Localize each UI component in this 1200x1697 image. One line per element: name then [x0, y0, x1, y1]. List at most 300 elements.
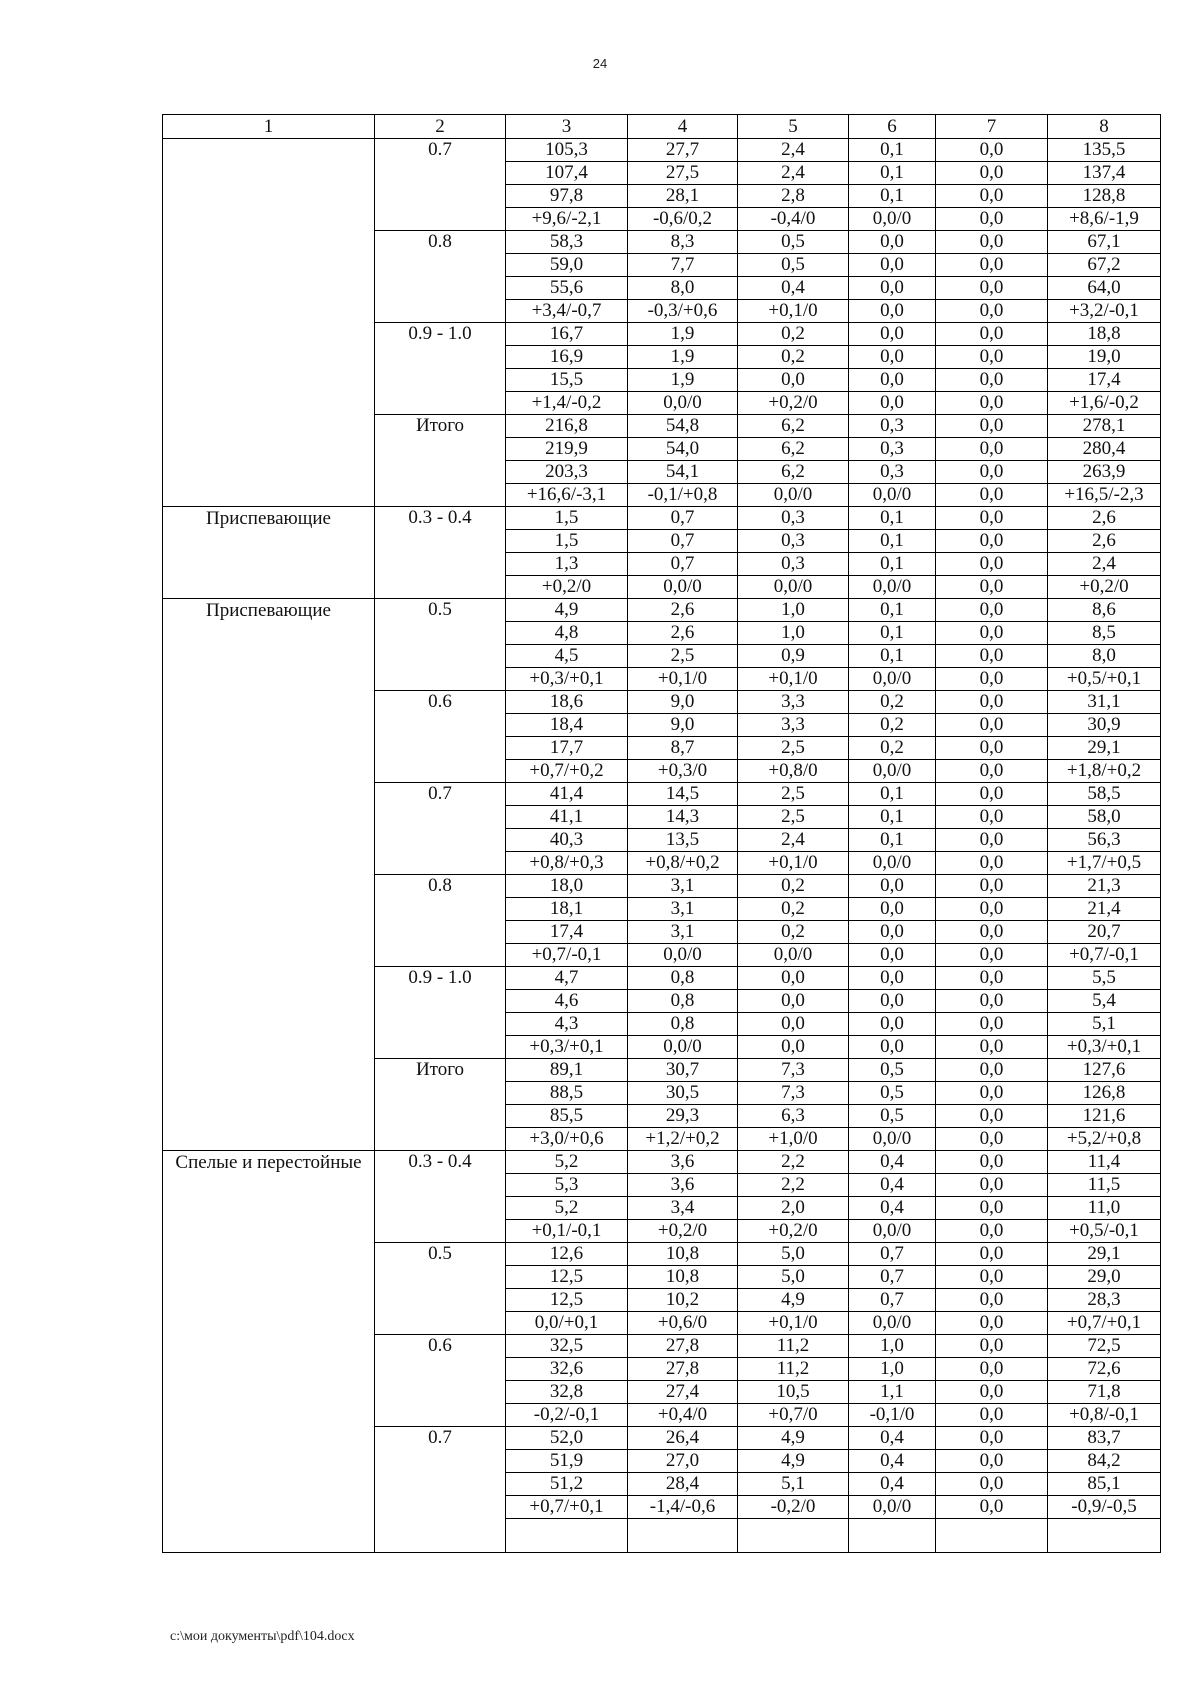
category-cell [163, 139, 375, 507]
value-cell: 0,0 [936, 277, 1048, 300]
value-cell: 5,4 [1048, 990, 1161, 1013]
value-cell: 0,3 [738, 553, 849, 576]
value-cell: 0,0 [936, 484, 1048, 507]
value-cell: 0,2 [738, 921, 849, 944]
value-cell: 0,0 [936, 829, 1048, 852]
value-cell: 29,3 [628, 1105, 738, 1128]
value-cell: +1,4/-0,2 [506, 392, 628, 415]
value-cell: 0,0 [936, 1174, 1048, 1197]
value-cell: 19,0 [1048, 346, 1161, 369]
value-cell: 58,0 [1048, 806, 1161, 829]
value-cell: 3,1 [628, 875, 738, 898]
value-cell: 30,7 [628, 1059, 738, 1082]
value-cell: 0,1 [849, 553, 936, 576]
table-row [163, 507, 1161, 530]
value-cell: 0,0 [936, 1059, 1048, 1082]
value-cell: 216,8 [506, 415, 628, 438]
value-cell: 0,0 [936, 622, 1048, 645]
density-cell: Итого [375, 415, 506, 507]
value-cell: 135,5 [1048, 139, 1161, 162]
value-cell: 0,3 [849, 438, 936, 461]
value-cell: 0,0 [936, 599, 1048, 622]
value-cell: 5,2 [506, 1151, 628, 1174]
value-cell: 0,1 [849, 783, 936, 806]
table-body [163, 139, 1161, 1553]
value-cell: 51,9 [506, 1450, 628, 1473]
value-cell: 0,0 [849, 392, 936, 415]
value-cell: 72,6 [1048, 1358, 1161, 1381]
value-cell: 0,0 [849, 967, 936, 990]
value-cell: 28,3 [1048, 1289, 1161, 1312]
value-cell: 0,0/0 [849, 1220, 936, 1243]
value-cell: 20,7 [1048, 921, 1161, 944]
value-cell: 18,6 [506, 691, 628, 714]
value-cell: 72,5 [1048, 1335, 1161, 1358]
value-cell: 0,7 [849, 1289, 936, 1312]
value-cell: 0,0 [936, 875, 1048, 898]
value-cell: 0,0/0 [849, 208, 936, 231]
value-cell: 0,0 [849, 1036, 936, 1059]
value-cell: +0,2/0 [1048, 576, 1161, 599]
value-cell: 2,6 [628, 599, 738, 622]
value-cell: -0,6/0,2 [628, 208, 738, 231]
value-cell: 58,5 [1048, 783, 1161, 806]
value-cell: 17,7 [506, 737, 628, 760]
value-cell: 0,3 [738, 530, 849, 553]
value-cell [1048, 1519, 1161, 1553]
value-cell: +0,2/0 [506, 576, 628, 599]
value-cell: 4,5 [506, 645, 628, 668]
value-cell: 2,5 [738, 737, 849, 760]
value-cell: 5,5 [1048, 967, 1161, 990]
value-cell: 1,9 [628, 346, 738, 369]
value-cell: 1,3 [506, 553, 628, 576]
value-cell: 4,9 [738, 1289, 849, 1312]
value-cell: 2,5 [738, 783, 849, 806]
value-cell: 5,0 [738, 1266, 849, 1289]
density-cell: 0.5 [375, 1243, 506, 1335]
value-cell: 28,1 [628, 185, 738, 208]
value-cell: 97,8 [506, 185, 628, 208]
value-cell: -0,2/0 [738, 1496, 849, 1519]
value-cell: 21,3 [1048, 875, 1161, 898]
forest-stock-table [162, 114, 1161, 1553]
value-cell: 0,5 [738, 231, 849, 254]
density-cell: 0.8 [375, 875, 506, 967]
value-cell: 0,0 [849, 944, 936, 967]
value-cell: 0,2 [849, 737, 936, 760]
value-cell: 2,8 [738, 185, 849, 208]
value-cell: 0,0 [936, 507, 1048, 530]
value-cell: 278,1 [1048, 415, 1161, 438]
value-cell: 0,7 [628, 530, 738, 553]
value-cell: 10,8 [628, 1266, 738, 1289]
value-cell: 3,4 [628, 1197, 738, 1220]
column-header: 6 [849, 115, 936, 139]
value-cell: 0,0/0 [738, 576, 849, 599]
value-cell: 6,2 [738, 415, 849, 438]
value-cell: 89,1 [506, 1059, 628, 1082]
value-cell: +0,6/0 [628, 1312, 738, 1335]
value-cell: 0,7 [628, 553, 738, 576]
value-cell: 0,0 [936, 645, 1048, 668]
value-cell: 0,0 [738, 990, 849, 1013]
value-cell: 54,1 [628, 461, 738, 484]
value-cell: 0,0/0 [849, 576, 936, 599]
value-cell: 0,0 [936, 254, 1048, 277]
value-cell: 41,4 [506, 783, 628, 806]
value-cell: 30,9 [1048, 714, 1161, 737]
value-cell: 126,8 [1048, 1082, 1161, 1105]
value-cell: 27,7 [628, 139, 738, 162]
value-cell: 83,7 [1048, 1427, 1161, 1450]
value-cell: +1,7/+0,5 [1048, 852, 1161, 875]
value-cell: 6,3 [738, 1105, 849, 1128]
value-cell: 0,4 [849, 1473, 936, 1496]
value-cell: 26,4 [628, 1427, 738, 1450]
value-cell: +0,7/+0,2 [506, 760, 628, 783]
value-cell: 0,0 [936, 1220, 1048, 1243]
value-cell: 31,1 [1048, 691, 1161, 714]
value-cell: 0,5 [738, 254, 849, 277]
value-cell: 0,0 [936, 760, 1048, 783]
value-cell: 0,7 [628, 507, 738, 530]
value-cell: 3,3 [738, 714, 849, 737]
value-cell: +0,1/-0,1 [506, 1220, 628, 1243]
value-cell: 0,0 [936, 921, 1048, 944]
value-cell: 2,0 [738, 1197, 849, 1220]
value-cell: 0,0 [936, 1197, 1048, 1220]
value-cell: 67,2 [1048, 254, 1161, 277]
density-cell: 0.3 - 0.4 [375, 507, 506, 599]
value-cell: 0,0 [849, 898, 936, 921]
value-cell: 2,4 [738, 162, 849, 185]
value-cell: 0,0 [936, 806, 1048, 829]
value-cell: 12,6 [506, 1243, 628, 1266]
value-cell: 0,0 [849, 990, 936, 1013]
value-cell: 6,2 [738, 461, 849, 484]
value-cell: +0,1/0 [738, 1312, 849, 1335]
value-cell: 0,0 [936, 783, 1048, 806]
value-cell: 9,0 [628, 714, 738, 737]
value-cell: 4,7 [506, 967, 628, 990]
density-cell: 0.6 [375, 1335, 506, 1427]
value-cell: 0,8 [628, 1013, 738, 1036]
value-cell: 0,0 [936, 231, 1048, 254]
value-cell: 0,0 [936, 967, 1048, 990]
value-cell: +0,8/+0,3 [506, 852, 628, 875]
value-cell: 0,4 [849, 1427, 936, 1450]
value-cell: 27,8 [628, 1358, 738, 1381]
value-cell: 18,0 [506, 875, 628, 898]
value-cell: +0,2/0 [738, 1220, 849, 1243]
value-cell: +0,1/0 [738, 668, 849, 691]
value-cell: 0,0 [936, 1450, 1048, 1473]
value-cell: 280,4 [1048, 438, 1161, 461]
value-cell: 0,1 [849, 806, 936, 829]
value-cell: 0,0/0 [849, 1128, 936, 1151]
value-cell: -1,4/-0,6 [628, 1496, 738, 1519]
value-cell: 8,0 [628, 277, 738, 300]
value-cell: 0,0/0 [628, 576, 738, 599]
value-cell: 1,9 [628, 369, 738, 392]
file-path-footer: c:\мои документы\pdf\104.docx [170, 1629, 355, 1644]
value-cell: +0,3/+0,1 [506, 668, 628, 691]
value-cell: 0,4 [849, 1151, 936, 1174]
density-cell: 0.3 - 0.4 [375, 1151, 506, 1243]
value-cell: +0,3/+0,1 [1048, 1036, 1161, 1059]
value-cell: 121,6 [1048, 1105, 1161, 1128]
value-cell: 11,2 [738, 1335, 849, 1358]
value-cell: +5,2/+0,8 [1048, 1128, 1161, 1151]
value-cell: 8,6 [1048, 599, 1161, 622]
value-cell: 0,0 [738, 1013, 849, 1036]
page-number: 24 [592, 56, 608, 71]
density-cell: 0.5 [375, 599, 506, 691]
density-cell: 0.9 - 1.0 [375, 323, 506, 415]
value-cell: 54,0 [628, 438, 738, 461]
value-cell: +1,0/0 [738, 1128, 849, 1151]
value-cell: 0,0 [936, 1013, 1048, 1036]
value-cell: 0,0 [936, 1496, 1048, 1519]
value-cell: 3,6 [628, 1151, 738, 1174]
value-cell: -0,4/0 [738, 208, 849, 231]
value-cell: 0,9 [738, 645, 849, 668]
value-cell: 16,7 [506, 323, 628, 346]
value-cell: 0,4 [849, 1174, 936, 1197]
value-cell: 0,0 [936, 438, 1048, 461]
value-cell: 0,0 [936, 1312, 1048, 1335]
value-cell: 0,0/0 [849, 484, 936, 507]
value-cell: 263,9 [1048, 461, 1161, 484]
value-cell: 8,3 [628, 231, 738, 254]
value-cell: +0,5/-0,1 [1048, 1220, 1161, 1243]
value-cell: 0,0 [936, 852, 1048, 875]
value-cell: 0,0 [936, 1243, 1048, 1266]
value-cell: 1,5 [506, 507, 628, 530]
value-cell: 59,0 [506, 254, 628, 277]
column-header: 5 [738, 115, 849, 139]
value-cell: +3,4/-0,7 [506, 300, 628, 323]
value-cell: 0,0 [849, 875, 936, 898]
value-cell: 27,8 [628, 1335, 738, 1358]
value-cell: 2,5 [628, 645, 738, 668]
value-cell: 0,0/0 [849, 1312, 936, 1335]
value-cell: 2,2 [738, 1151, 849, 1174]
value-cell: 88,5 [506, 1082, 628, 1105]
value-cell: 10,5 [738, 1381, 849, 1404]
value-cell: 0,0/0 [628, 1036, 738, 1059]
value-cell: 0,3 [738, 507, 849, 530]
value-cell: 5,3 [506, 1174, 628, 1197]
value-cell: 32,5 [506, 1335, 628, 1358]
value-cell: 1,0 [849, 1335, 936, 1358]
value-cell: 0,0 [936, 300, 1048, 323]
value-cell: 105,3 [506, 139, 628, 162]
value-cell: 0,0 [936, 139, 1048, 162]
table-header-row [163, 115, 1161, 139]
value-cell: 4,9 [738, 1427, 849, 1450]
value-cell: 2,4 [738, 829, 849, 852]
value-cell: 17,4 [506, 921, 628, 944]
value-cell: 0,0 [936, 1266, 1048, 1289]
value-cell: 10,2 [628, 1289, 738, 1312]
value-cell: +0,2/0 [628, 1220, 738, 1243]
value-cell: 0,0 [936, 208, 1048, 231]
value-cell: 0,1 [849, 139, 936, 162]
value-cell: 0,0 [936, 737, 1048, 760]
value-cell: 7,3 [738, 1059, 849, 1082]
value-cell: 27,5 [628, 162, 738, 185]
value-cell: 0,4 [849, 1197, 936, 1220]
value-cell: 0,4 [849, 1450, 936, 1473]
value-cell: 0,1 [849, 507, 936, 530]
value-cell: 4,9 [506, 599, 628, 622]
value-cell: 0,0 [936, 576, 1048, 599]
value-cell: 0,0 [849, 346, 936, 369]
value-cell: 12,5 [506, 1266, 628, 1289]
column-header: 1 [163, 115, 375, 139]
value-cell: 0,5 [849, 1059, 936, 1082]
value-cell: 0,0 [936, 1151, 1048, 1174]
value-cell: +1,6/-0,2 [1048, 392, 1161, 415]
value-cell: 0,1 [849, 162, 936, 185]
value-cell: +0,1/0 [628, 668, 738, 691]
column-header: 7 [936, 115, 1048, 139]
value-cell: 11,2 [738, 1358, 849, 1381]
value-cell: 17,4 [1048, 369, 1161, 392]
value-cell: 0,0/0 [738, 484, 849, 507]
value-cell: 0,2 [738, 323, 849, 346]
value-cell: 41,1 [506, 806, 628, 829]
value-cell: 0,4 [738, 277, 849, 300]
value-cell: 0,2 [738, 875, 849, 898]
value-cell: 0,7 [849, 1266, 936, 1289]
value-cell: 0,0 [936, 392, 1048, 415]
value-cell: 56,3 [1048, 829, 1161, 852]
value-cell: 0,1 [849, 829, 936, 852]
value-cell: -0,1/0 [849, 1404, 936, 1427]
value-cell: 0,1 [849, 599, 936, 622]
value-cell: 0,0 [936, 1289, 1048, 1312]
value-cell: +0,5/+0,1 [1048, 668, 1161, 691]
value-cell: 0,2 [738, 898, 849, 921]
value-cell: 0,0 [936, 691, 1048, 714]
value-cell: 128,8 [1048, 185, 1161, 208]
value-cell: 27,0 [628, 1450, 738, 1473]
column-header: 3 [506, 115, 628, 139]
value-cell: 0,0 [738, 967, 849, 990]
value-cell: 40,3 [506, 829, 628, 852]
value-cell: 0,0 [936, 1036, 1048, 1059]
value-cell: 28,4 [628, 1473, 738, 1496]
value-cell: 2,2 [738, 1174, 849, 1197]
value-cell: 0,0/0 [628, 392, 738, 415]
value-cell: 0,3 [849, 461, 936, 484]
value-cell: 85,5 [506, 1105, 628, 1128]
density-cell: 0.6 [375, 691, 506, 783]
value-cell: 219,9 [506, 438, 628, 461]
value-cell: -0,1/+0,8 [628, 484, 738, 507]
value-cell: +0,2/0 [738, 392, 849, 415]
value-cell: 0,5 [849, 1082, 936, 1105]
value-cell: 29,1 [1048, 737, 1161, 760]
table-row [163, 139, 1161, 162]
value-cell: 0,3 [849, 415, 936, 438]
value-cell: 0,0 [849, 921, 936, 944]
value-cell: 0,0 [936, 898, 1048, 921]
value-cell: 11,0 [1048, 1197, 1161, 1220]
value-cell: 1,1 [849, 1381, 936, 1404]
value-cell: 71,8 [1048, 1381, 1161, 1404]
value-cell: 0,0 [936, 944, 1048, 967]
value-cell: +3,2/-0,1 [1048, 300, 1161, 323]
value-cell: 0,0 [936, 369, 1048, 392]
value-cell: 21,4 [1048, 898, 1161, 921]
value-cell: 18,1 [506, 898, 628, 921]
value-cell: 137,4 [1048, 162, 1161, 185]
value-cell: 0,0 [936, 1082, 1048, 1105]
value-cell: 85,1 [1048, 1473, 1161, 1496]
value-cell: 8,7 [628, 737, 738, 760]
value-cell: 0,0 [936, 668, 1048, 691]
value-cell: 4,6 [506, 990, 628, 1013]
value-cell: 1,0 [738, 622, 849, 645]
value-cell: 0,0 [936, 415, 1048, 438]
value-cell: +0,7/+0,1 [506, 1496, 628, 1519]
value-cell: 0,0 [936, 1427, 1048, 1450]
value-cell: +16,5/-2,3 [1048, 484, 1161, 507]
value-cell: 84,2 [1048, 1450, 1161, 1473]
value-cell: 0,0 [738, 369, 849, 392]
density-cell: 0.7 [375, 1427, 506, 1553]
value-cell: 0,0/0 [849, 668, 936, 691]
value-cell: -0,2/-0,1 [506, 1404, 628, 1427]
value-cell: 0,0 [738, 1036, 849, 1059]
value-cell: 1,0 [849, 1358, 936, 1381]
value-cell: +1,8/+0,2 [1048, 760, 1161, 783]
value-cell: 0,1 [849, 530, 936, 553]
value-cell: 0,0/0 [849, 760, 936, 783]
value-cell: 18,8 [1048, 323, 1161, 346]
value-cell: +0,1/0 [738, 852, 849, 875]
value-cell: -0,9/-0,5 [1048, 1496, 1161, 1519]
value-cell: 0,0/0 [738, 944, 849, 967]
value-cell: 0,0 [936, 1381, 1048, 1404]
value-cell: 2,6 [628, 622, 738, 645]
value-cell: 0,0 [849, 1013, 936, 1036]
value-cell: 0,0/0 [849, 852, 936, 875]
value-cell: 6,2 [738, 438, 849, 461]
table-row [163, 599, 1161, 622]
value-cell: 16,9 [506, 346, 628, 369]
value-cell: 12,5 [506, 1289, 628, 1312]
value-cell: 32,6 [506, 1358, 628, 1381]
value-cell: 0,2 [738, 346, 849, 369]
column-header: 2 [375, 115, 506, 139]
value-cell: 0,2 [849, 691, 936, 714]
value-cell: +3,0/+0,6 [506, 1128, 628, 1151]
value-cell [628, 1519, 738, 1553]
value-cell: 11,4 [1048, 1151, 1161, 1174]
value-cell: 7,3 [738, 1082, 849, 1105]
value-cell: 55,6 [506, 277, 628, 300]
value-cell: 18,4 [506, 714, 628, 737]
value-cell: 1,5 [506, 530, 628, 553]
value-cell: +0,7/0 [738, 1404, 849, 1427]
value-cell: 0,0 [936, 185, 1048, 208]
value-cell: +0,8/+0,2 [628, 852, 738, 875]
